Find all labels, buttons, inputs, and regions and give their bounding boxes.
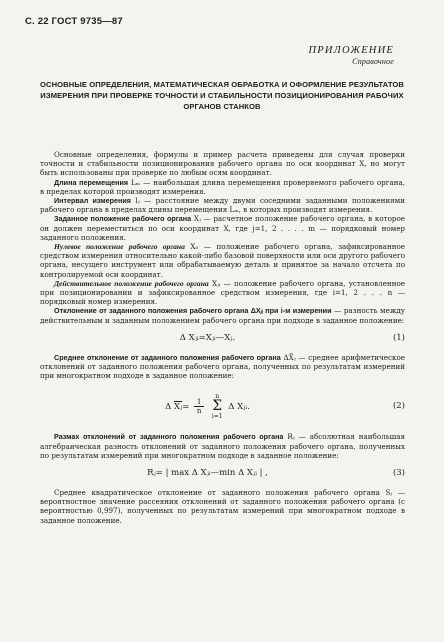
- definition-text: Rⱼ — абсолютная наибольшая алгебраическая разность отклонений от заданного положения рабочего органа, полученных по результатам измерений при многократном подходе в заданное положение:: [40, 432, 405, 460]
- document-title: ОСНОВНЫЕ ОПРЕДЕЛЕНИЯ, МАТЕМАТИЧЕСКАЯ ОБРАБОТКА И ОФОРМЛЕНИЕ РЕЗУЛЬТАТОВ ИЗМЕРЕНИЯ ПРИ ПРОВЕРКЕ ТОЧНОСТИ И СТАБИЛЬНОСТИ ПОЗИЦИОНИРОВАНИЯ РАБОЧИХ ОРГАНОВ СТАНКОВ: [40, 80, 404, 111]
- definition-term: Среднее отклонение от заданного положения рабочего органа: [54, 352, 281, 362]
- formula-2-mean-var: $\overline{Xⱼ}$: [173, 401, 183, 412]
- appendix-label: [309, 45, 395, 66]
- definition-paragraph: [40, 178, 405, 196]
- definition-term: Длина перемещения: [54, 177, 129, 187]
- formula-3-number: (3): [392, 468, 405, 479]
- definition-text: Xⱼᵢ — положение рабочего органа, установленное при позиционировании и зафиксированное средством измерения, где i=1, 2 . . . n — порядковый номер измерения.: [40, 278, 405, 307]
- definition-text: — разность между действительным и заданным положением рабочего органа при подходе в заданное положение:: [40, 306, 406, 325]
- definition-paragraph: [40, 279, 405, 307]
- appendix-title: ПРИЛОЖЕНИЕ: [308, 45, 394, 56]
- sum-upper-limit: n: [215, 392, 220, 400]
- formula-2-numerator: 1: [196, 397, 202, 406]
- formula-2-denominator: n: [196, 406, 202, 415]
- definition-term: Интервал измерения: [54, 196, 131, 206]
- definition-paragraph: [40, 242, 405, 279]
- formula-1-expression: Δ Xⱼᵢ=Xⱼᵢ—Xⱼ.: [179, 333, 236, 344]
- definition-term: Размах отклонений от заданного положения рабочего органа: [54, 432, 284, 442]
- formula-1: [40, 331, 405, 347]
- definition-text: ΔX̄ⱼ — среднее арифметическое отклонений от заданного положения рабочего органа, полученных по результатам измерений при многократном подходе в заданное положение:: [40, 352, 405, 381]
- formula-3: [40, 466, 405, 482]
- formula-2-delta: Δ: [165, 401, 172, 412]
- appendix-subtitle: Справочное: [352, 57, 394, 66]
- definition-term: Отклонение от заданного положения рабочего органа ΔXⱼᵢ при i-м измерении: [54, 306, 332, 316]
- definition-paragraph: [40, 353, 405, 381]
- definition-text: lⱼ — расстояние между двумя соседними заданными положениями рабочего органа в пределах длины перемещения Lₘ, в которых производят измерения.: [40, 196, 405, 215]
- formula-2-sum: [212, 393, 223, 420]
- formula-2-number: (2): [392, 400, 405, 411]
- sum-lower-limit: i=1: [211, 412, 223, 420]
- definition-term: Заданное положение рабочего органа: [54, 214, 192, 224]
- final-paragraph: Среднее квадратическое отклонение от заданного положения рабочего органа Sⱼ — вероятностное значение рассеяния отклонений от заданного положения рабочего органа (с вероятностью 0,997), полученных по результатам измерений при многократном подходе в заданное положение.: [40, 488, 405, 525]
- definition-paragraph: [40, 196, 405, 214]
- formula-2-summand: Δ Xⱼᵢ.: [228, 401, 250, 412]
- definition-text: Lₘ — наибольшая длина перемещения проверяемого рабочего органа, в пределах которой производят измерения.: [40, 177, 405, 196]
- definition-paragraph: [40, 432, 405, 460]
- formula-2: [40, 388, 405, 424]
- formula-2-expression: Δ $\overline{Xⱼ}=$ $\frac{1}{n}$ n Σ i=1 Δ Xⱼᵢ.: [165, 392, 250, 420]
- intro-paragraph: Основные определения, формулы и пример расчета приведены для случая проверки точности и стабильности позиционирования рабочего органа по оси координат X, но могут быть использованы при проверке по любым осям координат.: [40, 150, 405, 178]
- formula-3-expression: Rⱼ= | max Δ Xⱼᵢ—min Δ Xⱼᵢ | ,: [147, 468, 268, 479]
- document-body: [40, 150, 405, 525]
- formula-1-number: (1): [392, 333, 405, 344]
- definition-text: Xⱼ — расчетное положение рабочего органа, в которое он должен переместиться по оси координат X, где j=1, 2 . . . . m — порядковый номер заданного положения.: [40, 214, 405, 242]
- definition-text: X₀ — положение рабочего органа, зафиксированное средством измерения относительно какой-либо базовой поверхности или оси другого рабочего органа, несущего инструмент или обрабатываемую деталь и принятое за начало отсчета по контролируемой оси координат.: [40, 242, 405, 279]
- page-header: С. 22 ГОСТ 9735—87: [25, 16, 123, 27]
- definition-paragraph: [40, 306, 405, 324]
- definition-term: Нулевое положение рабочего органа: [54, 242, 185, 252]
- formula-2-fraction: [194, 398, 204, 415]
- sum-sign: Σ: [212, 397, 223, 414]
- definition-term: Действительное положение рабочего органа: [54, 278, 209, 288]
- definition-paragraph: [40, 214, 405, 242]
